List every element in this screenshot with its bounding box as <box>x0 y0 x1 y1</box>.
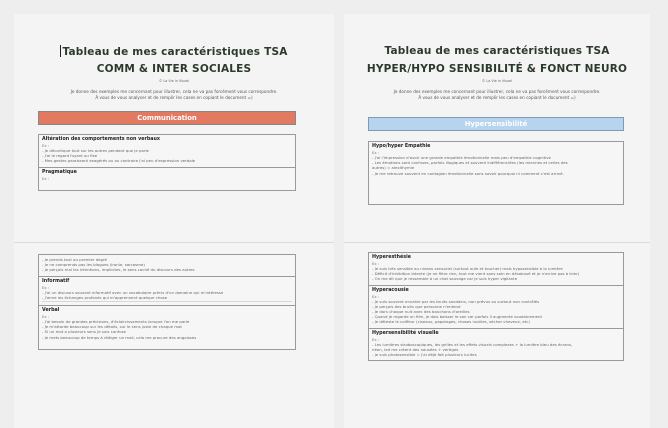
copyright-note: © La Vie in Visuel <box>481 79 513 83</box>
section-hyperacousie: Hyperacousie Ex : - Je suis souvent envahie par les bruits soudains, non prévus ou surtout non contrôlés - Je perçois des bruits que personne n'entend - Je dors chaque nuit avec des bouchons d'oreilles - Quand je regarde un film, je dois baisser le son car parfois il augmente soudainement - Je déteste le coiffeur (ciseaux, papotages, choses inutiles, sècher cheveux, etc) <box>369 286 623 329</box>
left-page <box>14 14 334 428</box>
characteristics-table-top <box>38 134 296 191</box>
line-separator <box>42 301 292 302</box>
section-banner-hypersensibilite: Hypersensibilité <box>368 117 624 131</box>
section-verbal: Verbal Ex : - J'ai besoin de grandes précisions, d'éclaircissements lorsque l'on me parle - Je m'attarde beaucoup sur les détails, sur le sens juste de chaque mot - Si un mot a plusieurs sens je suis confuse - Je mets beaucoup de temps à rédiger un mail, cela me procure des angoisses <box>42 308 197 340</box>
section-non-verbal: Altération des comportements non verbaux Ex : - Je décortique tout sur les autres pendant que je parle - J'ai le regard fuyant ou fixe - Mes gestes paraissent exagérés ou au contraire j'ai peu d'expression verbale <box>39 135 295 168</box>
page-break <box>344 242 650 243</box>
page-subtitle: HYPER/HYPO SENSIBILITÉ & FONCT NEURO <box>366 63 628 75</box>
page-subtitle: COMM & INTER SOCIALES <box>96 63 252 75</box>
characteristics-table-bottom <box>38 254 296 350</box>
page-title: Tableau de mes caractéristiques TSA <box>62 46 288 58</box>
intro-text: Je donne des exemples me concernant pour illustrer, cela ne va pas forcément vous correspondre. À vous de vous analyser et de remplir les cases en copiant le document =) <box>393 89 601 100</box>
intro-text: Je donne des exemples me concernant pour illustrer, cela ne va pas forcément vous correspondre. À vous de vous analyser et de remplir les cases en copiant le document =) <box>70 89 278 100</box>
section-hyperesthesie: Hyperesthésie Ex : - Je suis très sensible au niveau sensoriel (surtout ouïe et toucher) mais hyposensible à la lumière - Déficit d'inhibition latente (je ne filtre rien, tout me vient sans soin en désabusé et je n'arrive pas à trier) - On me dit que je ressemble à un chat sauvage car je suis hyper vigilante <box>369 253 623 286</box>
right-page <box>344 14 650 428</box>
section-empathie: Hypo/hyper Empathie Ex : - J'ai l'impression d'avoir une grande empathie émotionnelle mais peu d'empathie cognitive - Les émotions sont confuses, parfois illogiques et souvent indifférenciées (les miennes et celles des autres) = alexithymie - Je me retrouve souvent en contagion émotionnelle sans savoir pourquoi ni comment c'est arrivé. <box>372 144 568 176</box>
section-banner-communication: Communication <box>38 111 296 125</box>
section-pragmatique-continued: - Je prends tout au premier degré - Je ne comprends pas les blagues (ironie, sarcasme) - Je perçois mal les intentions, implicites, le sens caché du discours des autres <box>39 255 295 277</box>
characteristics-table-bottom <box>368 252 624 361</box>
characteristics-table-top <box>368 141 624 205</box>
section-pragmatique: Pragmatique Ex : <box>42 169 77 181</box>
page-break <box>14 242 334 243</box>
copyright-note: © La Vie in Visuel <box>158 79 190 83</box>
section-informatif: Informatif Ex : - J'ai un discours souvent informatif avec un vocabulaire précis d'un domaine qui m'intéresse - J'aime les échanges profonds qui m'apprennent quelque chose <box>39 277 295 306</box>
section-hypersensibilite-visuelle: Hypersensibilité visuelle Ex : - Les lumières stroboscopiques, les grilles et les effets visuels complexes + la lumière bleu des écrans, néon, led me créent des nausées + vertiges - Je suis photosensible = j'ai déjà fait plusieurs lucites <box>372 330 573 358</box>
page-title: Tableau de mes caractéristiques TSA <box>384 45 610 57</box>
